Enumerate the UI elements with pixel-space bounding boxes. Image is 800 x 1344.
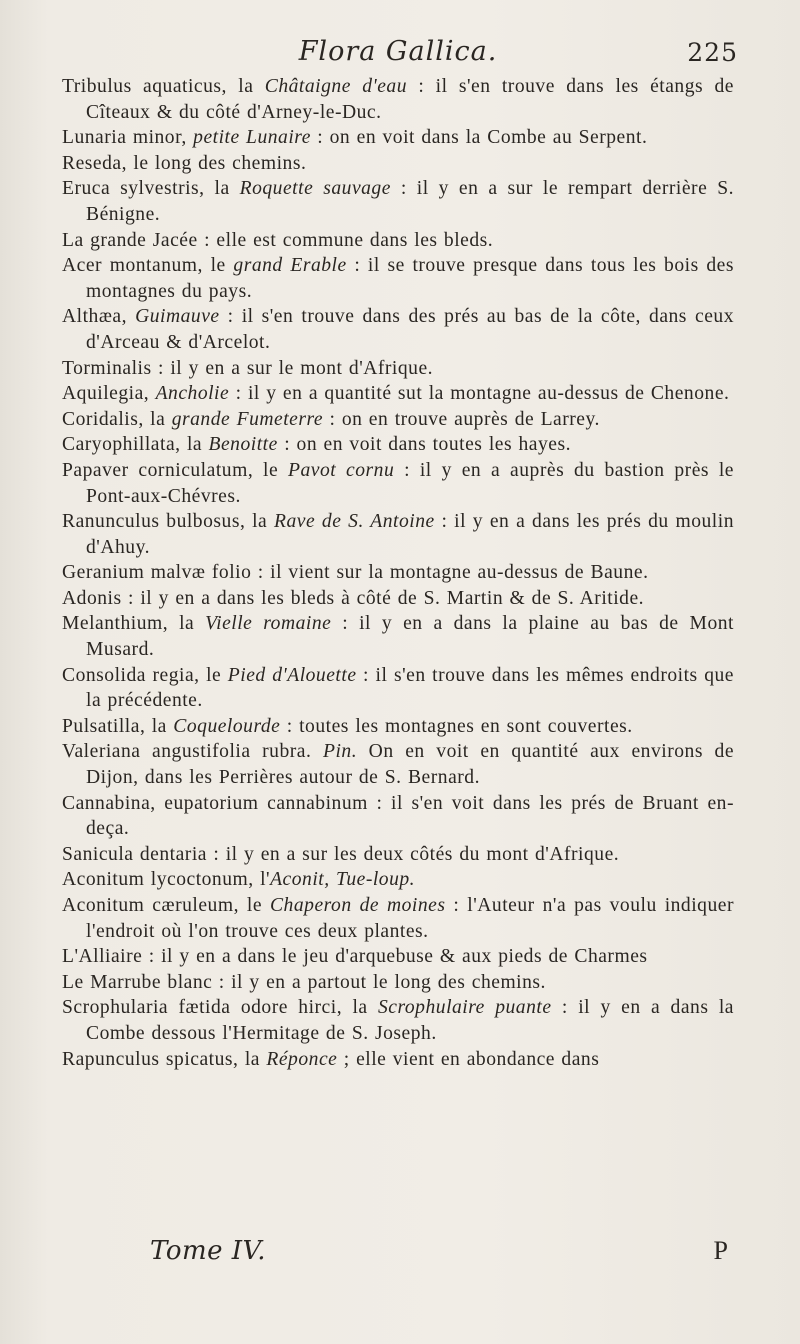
- entry-description: : on en trouve auprès de Larrey.: [323, 408, 600, 430]
- entry-separator: , le: [197, 255, 234, 277]
- entry-latin-name: Geranium malvæ folio: [62, 562, 252, 584]
- plant-entry: [62, 74, 734, 125]
- page-number: 225: [687, 38, 738, 67]
- plant-entry: [62, 432, 734, 458]
- entry-description: , eupatorium cannabinum : il s'en voit dans les prés de Bruant en-deça.: [86, 792, 734, 840]
- entry-description: : il y en a quantité sut la montagne au-dessus de Chenone.: [229, 383, 730, 405]
- entry-latin-name: Ranunculus bulbosus: [62, 511, 240, 533]
- plant-entry: [62, 586, 734, 612]
- entry-latin-name: Eruca sylvestris: [62, 178, 200, 200]
- plant-entry: [62, 151, 734, 177]
- entry-french-name: Guimauve: [135, 306, 220, 328]
- plant-entry: [62, 611, 734, 662]
- entry-french-name: Aconit, Tue-loup.: [270, 869, 416, 891]
- plant-entry: [62, 714, 734, 740]
- entry-description: , le long des chemins.: [121, 152, 307, 174]
- entry-latin-name: Le Marrube blanc: [62, 971, 213, 993]
- entry-french-name: Scrophulaire puante: [377, 997, 552, 1019]
- entry-latin-name: L'Alliaire: [62, 946, 143, 968]
- entry-french-name: Roquette sauvage: [239, 178, 391, 200]
- entry-description: : il y en a partout le long des chemins.: [212, 971, 546, 993]
- plant-entry: [62, 842, 734, 868]
- entry-separator: , la: [199, 178, 240, 200]
- running-head: [62, 36, 738, 72]
- entry-french-name: petite Lunaire: [193, 127, 311, 149]
- plant-entry: [62, 253, 734, 304]
- entry-latin-name: Aconitum cæruleum: [62, 895, 234, 916]
- entry-description: : il y en a dans les prés du moulin d'Ahuy.: [86, 511, 734, 558]
- entry-separator: , le: [233, 895, 270, 916]
- entry-description: : il y en a dans le jeu d'arquebuse & aux pieds de Charmes: [142, 946, 648, 968]
- entry-description: : il y en a sur les deux côtés du mont d'Afrique.: [206, 843, 620, 865]
- entry-latin-name: Pulsatilla: [62, 715, 140, 737]
- entry-separator: , la: [139, 715, 174, 737]
- entry-description: : il s'en trouve dans les étangs de Cîteaux & du côté d'Arney-le-Duc.: [86, 76, 734, 123]
- plant-entry: [62, 304, 734, 355]
- plant-entry: [62, 1047, 734, 1073]
- entry-french-name: Réponce: [266, 1048, 338, 1070]
- entry-description: : il y en a sur le rempart derrière S. Bénigne.: [86, 178, 735, 225]
- entry-latin-name: Valeriana angustifolia rubra.: [62, 741, 312, 763]
- plant-entry: [62, 458, 734, 509]
- entry-french-name: Pavot cornu: [288, 459, 395, 481]
- entry-latin-name: Acer montanum: [62, 255, 198, 277]
- entry-separator: , le: [194, 664, 228, 686]
- entry-description: : elle est commune dans les bleds.: [197, 229, 494, 251]
- entry-description: : il se trouve presque dans tous les bois des montagnes du pays.: [86, 255, 734, 302]
- volume-label: Tome IV.: [150, 1236, 267, 1266]
- page-footer: [150, 1236, 728, 1272]
- entry-french-name: Châtaigne d'eau: [264, 76, 408, 97]
- plant-entry: [62, 125, 734, 151]
- plant-entry-list: [62, 74, 734, 1072]
- entry-description: On en voit en quantité aux environs de Dijon, dans les Perrières autour de S. Bernard.: [86, 741, 735, 789]
- plant-entry: [62, 407, 734, 433]
- entry-separator: , la: [336, 997, 378, 1019]
- entry-description: : il y en a dans la plaine au bas de Mont Musard.: [86, 613, 734, 661]
- entry-french-name: Benoitte: [208, 434, 278, 456]
- entry-description: : il y en a dans les bleds à côté de S. Martin & de S. Aritide.: [121, 587, 645, 609]
- entry-latin-name: Tribulus aquaticus: [62, 76, 222, 97]
- entry-latin-name: Sanicula dentaria: [62, 843, 207, 865]
- entry-latin-name: Torminalis: [62, 357, 152, 379]
- plant-entry: [62, 893, 734, 944]
- plant-entry: [62, 944, 734, 970]
- entry-latin-name: Rapunculus spicatus: [62, 1048, 234, 1070]
- entry-latin-name: Althæa: [62, 306, 122, 328]
- entry-separator: , la: [175, 434, 209, 456]
- entry-latin-name: Caryophillata: [62, 434, 176, 456]
- entry-description: : il s'en trouve dans les mêmes endroits que la précédente.: [86, 664, 734, 712]
- entry-separator: , la: [162, 613, 206, 635]
- entry-separator: , la: [233, 1048, 267, 1070]
- entry-french-name: Rave de S. Antoine: [274, 511, 435, 533]
- entry-latin-name: Cannabina: [62, 792, 151, 814]
- plant-entry: [62, 176, 734, 227]
- plant-entry: [62, 970, 734, 996]
- entry-latin-name: Lunaria minor: [62, 127, 182, 149]
- entry-french-name: Pied d'Alouette: [227, 664, 357, 686]
- entry-separator: , la: [138, 408, 172, 430]
- plant-entry: [62, 356, 734, 382]
- entry-separator: [311, 741, 323, 762]
- entry-latin-name: La grande Jacée: [62, 229, 198, 251]
- entry-latin-name: Aquilegia: [62, 383, 144, 405]
- running-title: Flora Gallica.: [298, 36, 498, 67]
- entry-french-name: grand Erable: [233, 255, 347, 277]
- entry-french-name: Ancholie: [155, 383, 230, 405]
- plant-entry: [62, 791, 734, 842]
- entry-french-name: grande Fumeterre: [171, 408, 324, 430]
- entry-description: : il vient sur la montagne au-dessus de Baune.: [251, 562, 649, 584]
- plant-entry: [62, 663, 734, 714]
- entry-latin-name: Adonis: [62, 587, 122, 609]
- plant-entry: [62, 739, 734, 790]
- entry-french-name: Pin.: [322, 741, 358, 763]
- entry-latin-name: Coridalis: [62, 408, 139, 430]
- entry-latin-name: Scrophularia fætida odore hirci: [62, 997, 337, 1019]
- plant-entry: [62, 867, 734, 893]
- entry-separator: , la: [239, 511, 274, 533]
- entry-french-name: Vielle romaine: [205, 613, 332, 635]
- entry-french-name: Coquelourde: [173, 715, 281, 737]
- entry-description: ; elle vient en abondance dans: [337, 1048, 600, 1070]
- entry-description: : l'Auteur n'a pas voulu indiquer l'endroit où l'on trouve ces deux plantes.: [86, 895, 734, 942]
- entry-description: : on en voit dans la Combe au Serpent.: [310, 127, 648, 149]
- entry-french-name: Chaperon de moines: [269, 895, 446, 916]
- entry-description: : il y en a auprès du bastion près le Pont-aux-Chévres.: [86, 459, 734, 507]
- plant-entry: [62, 381, 734, 407]
- entry-description: : toutes les montagnes en sont couvertes.: [280, 715, 633, 737]
- entry-description: : il y en a dans la Combe dessous l'Hermitage de S. Joseph.: [86, 997, 734, 1044]
- entry-separator: ,: [143, 383, 156, 405]
- plant-entry: [62, 995, 734, 1046]
- entry-latin-name: Melanthium: [62, 613, 163, 635]
- entry-latin-name: Papaver corniculatum: [62, 459, 248, 481]
- plant-entry: [62, 228, 734, 254]
- plant-entry: [62, 509, 734, 560]
- entry-description: : il s'en trouve dans des prés au bas de la côte, dans ceux d'Arceau & d'Arcelot.: [86, 306, 734, 353]
- entry-separator: , la: [221, 76, 265, 97]
- entry-description: : il y en a sur le mont d'Afrique.: [151, 357, 434, 379]
- entry-separator: ,: [121, 306, 136, 328]
- entry-separator: ,: [181, 127, 194, 149]
- plant-entry: [62, 560, 734, 586]
- entry-separator: , l': [248, 869, 271, 891]
- entry-separator: , le: [247, 459, 289, 481]
- entry-latin-name: Aconitum lycoctonum: [62, 869, 249, 891]
- signature-mark: P: [713, 1236, 728, 1265]
- entry-latin-name: Consolida regia: [62, 664, 195, 686]
- entry-latin-name: Reseda: [62, 152, 122, 174]
- entry-description: : on en voit dans toutes les hayes.: [277, 434, 571, 456]
